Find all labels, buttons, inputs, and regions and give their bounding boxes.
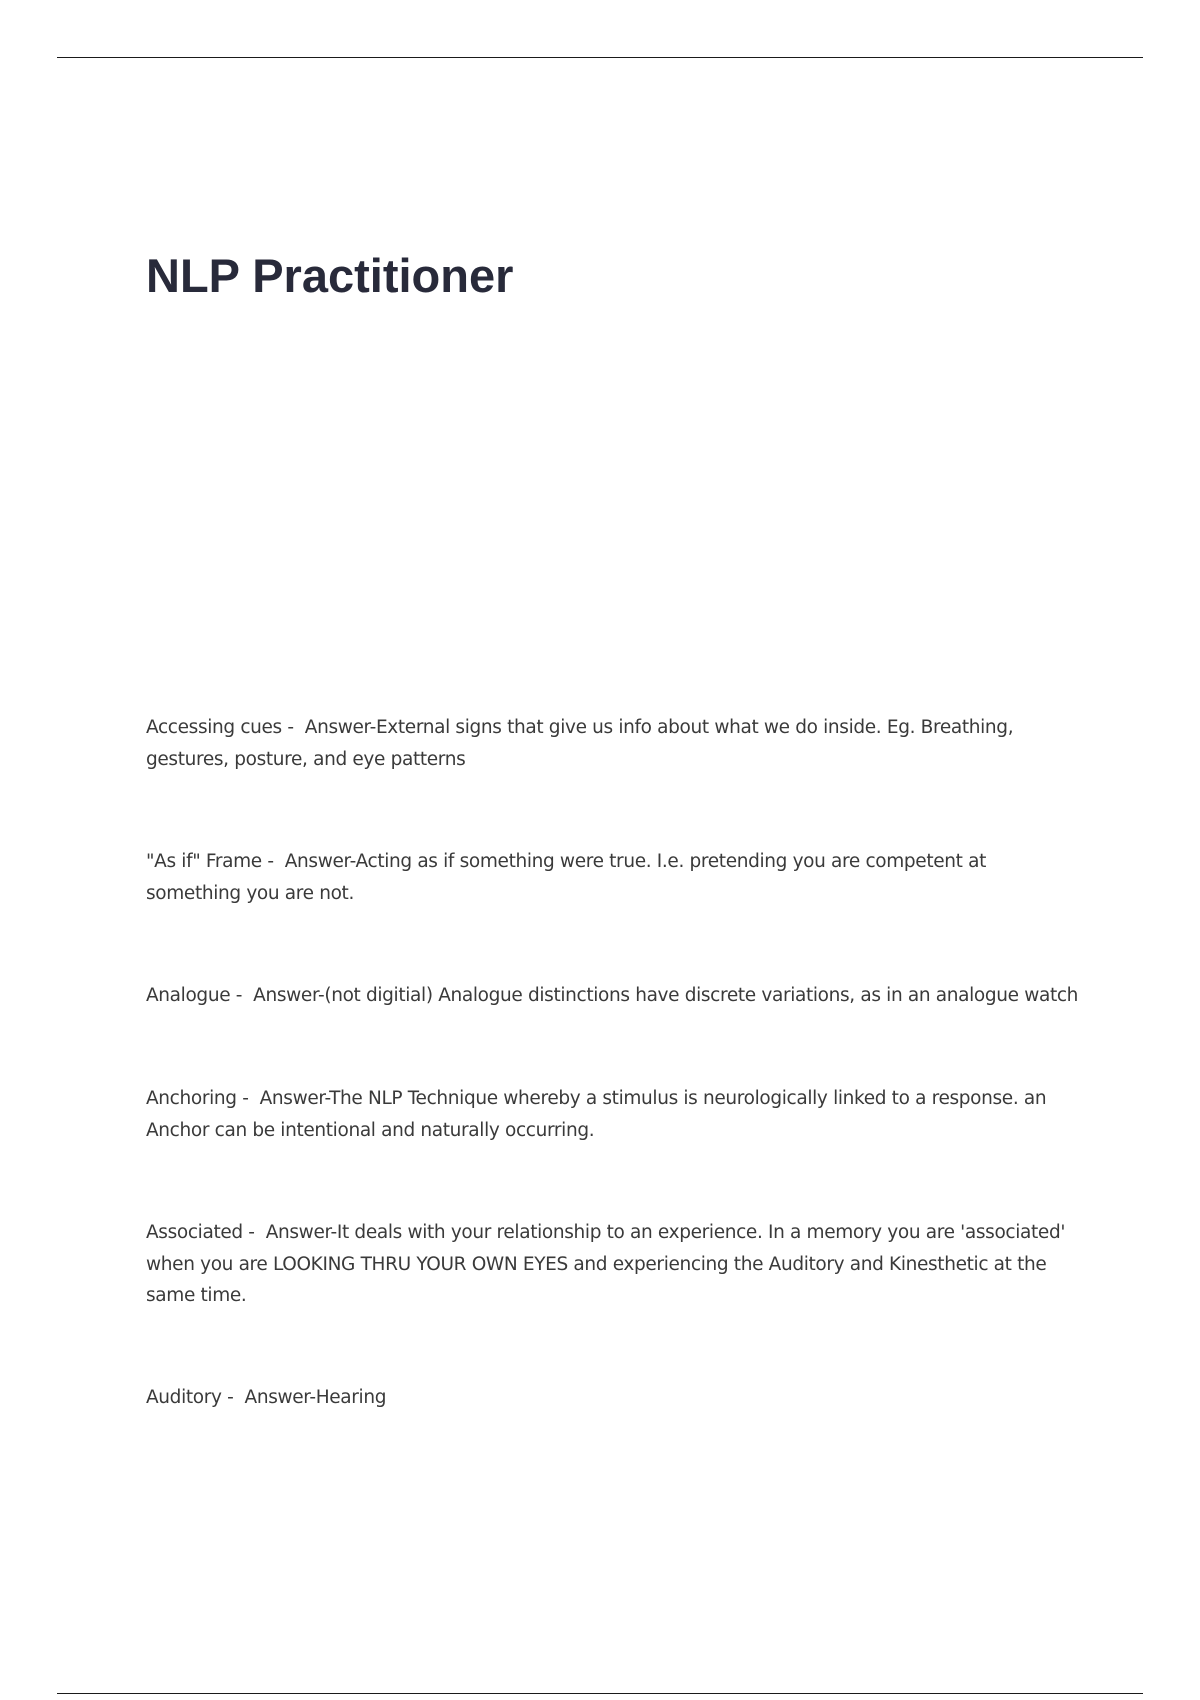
entry-answer: Answer-External signs that give us info about what we do inside. Eg. Breathing, gestures, posture, and eye patterns [146, 717, 1014, 770]
entry-as-if-frame [146, 846, 1086, 909]
entry-answer: Answer-It deals with your relationship to an experience. In a memory you are 'associated' when you are LOOKING THRU YOUR OWN EYES and experiencing the Auditory and Kinesthetic at the same time. [146, 1222, 1066, 1306]
entry-answer: Answer-Acting as if something were true. I.e. pretending you are competent at something you are not. [146, 851, 986, 904]
entry-separator: - [236, 1088, 260, 1109]
entry-separator: - [230, 985, 254, 1006]
entry-answer: Answer-The NLP Technique whereby a stimulus is neurologically linked to a response. an Anchor can be intentional and naturally occurring. [146, 1088, 1047, 1141]
entry-answer: Answer-(not digitial) Analogue distinctions have discrete variations, as in an analogue watch [253, 985, 1079, 1006]
entry-associated [146, 1217, 1086, 1312]
entry-term: Auditory [146, 1387, 222, 1408]
bottom-rule [57, 1693, 1143, 1694]
entry-answer: Answer-Hearing [244, 1387, 387, 1408]
entry-separator: - [221, 1387, 245, 1408]
entry-term: Associated [146, 1222, 243, 1243]
entry-term: "As if" Frame [146, 851, 262, 872]
entry-separator: - [242, 1222, 266, 1243]
top-rule [57, 57, 1143, 58]
page-title: NLP Practitioner [146, 249, 514, 302]
entry-term: Anchoring [146, 1088, 237, 1109]
entry-anchoring [146, 1083, 1086, 1146]
entry-auditory [146, 1382, 1086, 1414]
entry-analogue [146, 980, 1106, 1012]
entry-separator: - [261, 851, 285, 872]
entry-term: Accessing cues [146, 717, 282, 738]
entry-separator: - [281, 717, 305, 738]
entry-term: Analogue [146, 985, 231, 1006]
entry-accessing-cues [146, 712, 1086, 775]
